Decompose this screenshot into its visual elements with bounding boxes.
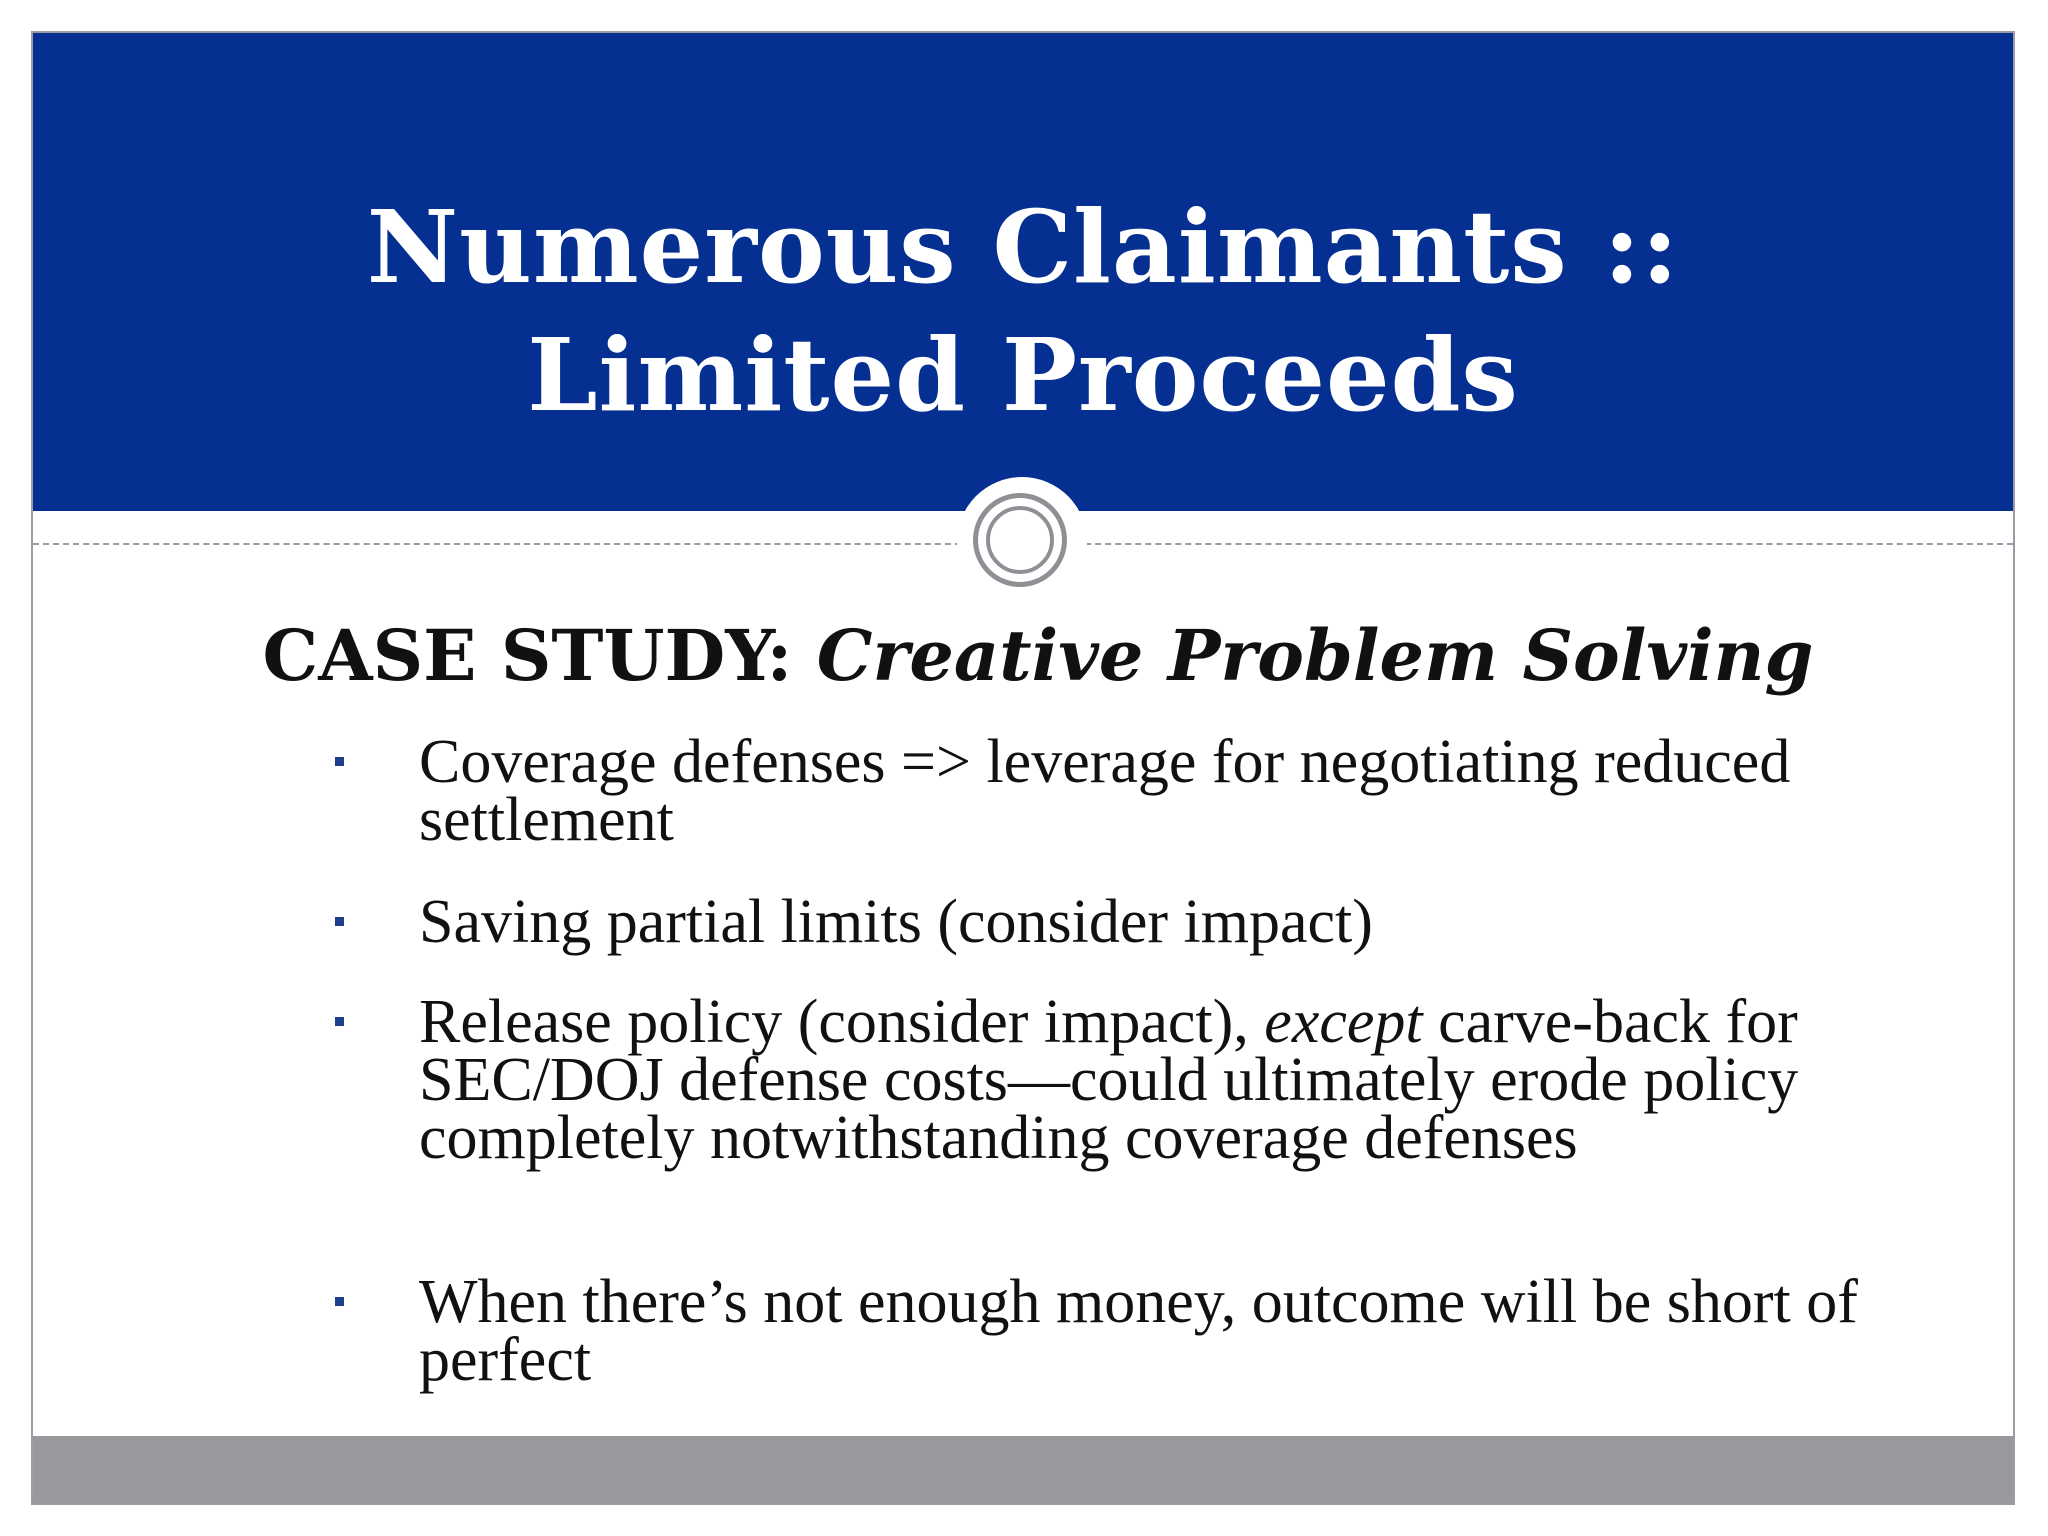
inner-ring-icon	[986, 506, 1054, 574]
footer-band	[33, 1436, 2013, 1503]
title-line-1: Numerous Claimants ::	[366, 188, 1680, 306]
subtitle	[33, 611, 2013, 701]
bullet-text-part: carve-back for SEC/DOJ defense costs—could ultimately erode policy completely notwithstanding coverage defenses	[419, 988, 1799, 1172]
bullet-item	[419, 728, 1899, 854]
bullet-item	[419, 1268, 1899, 1394]
bullet-text	[419, 988, 1798, 1172]
square-bullet-icon	[335, 757, 344, 766]
square-bullet-icon	[335, 1017, 344, 1026]
square-bullet-icon	[335, 917, 344, 926]
bullet-text: Saving partial limits (consider impact)	[419, 888, 1373, 956]
bullet-text-italic: except	[1264, 988, 1423, 1056]
title-line-2: Limited Proceeds	[527, 316, 1519, 434]
slide	[33, 33, 2013, 1503]
bullet-text-part: Release policy (consider impact),	[419, 988, 1265, 1056]
title-band	[33, 33, 2013, 511]
bullet-item	[419, 988, 1899, 1172]
bullet-item	[419, 888, 1899, 956]
subtitle-italic: Creative Problem Solving	[816, 614, 1814, 697]
slide-title	[33, 183, 2013, 439]
bullet-text: Coverage defenses => leverage for negotiating reduced settlement	[419, 728, 1791, 854]
bullet-text: When there’s not enough money, outcome will be short of perfect	[419, 1268, 1858, 1394]
square-bullet-icon	[335, 1297, 344, 1306]
subtitle-prefix: CASE STUDY:	[262, 614, 793, 697]
